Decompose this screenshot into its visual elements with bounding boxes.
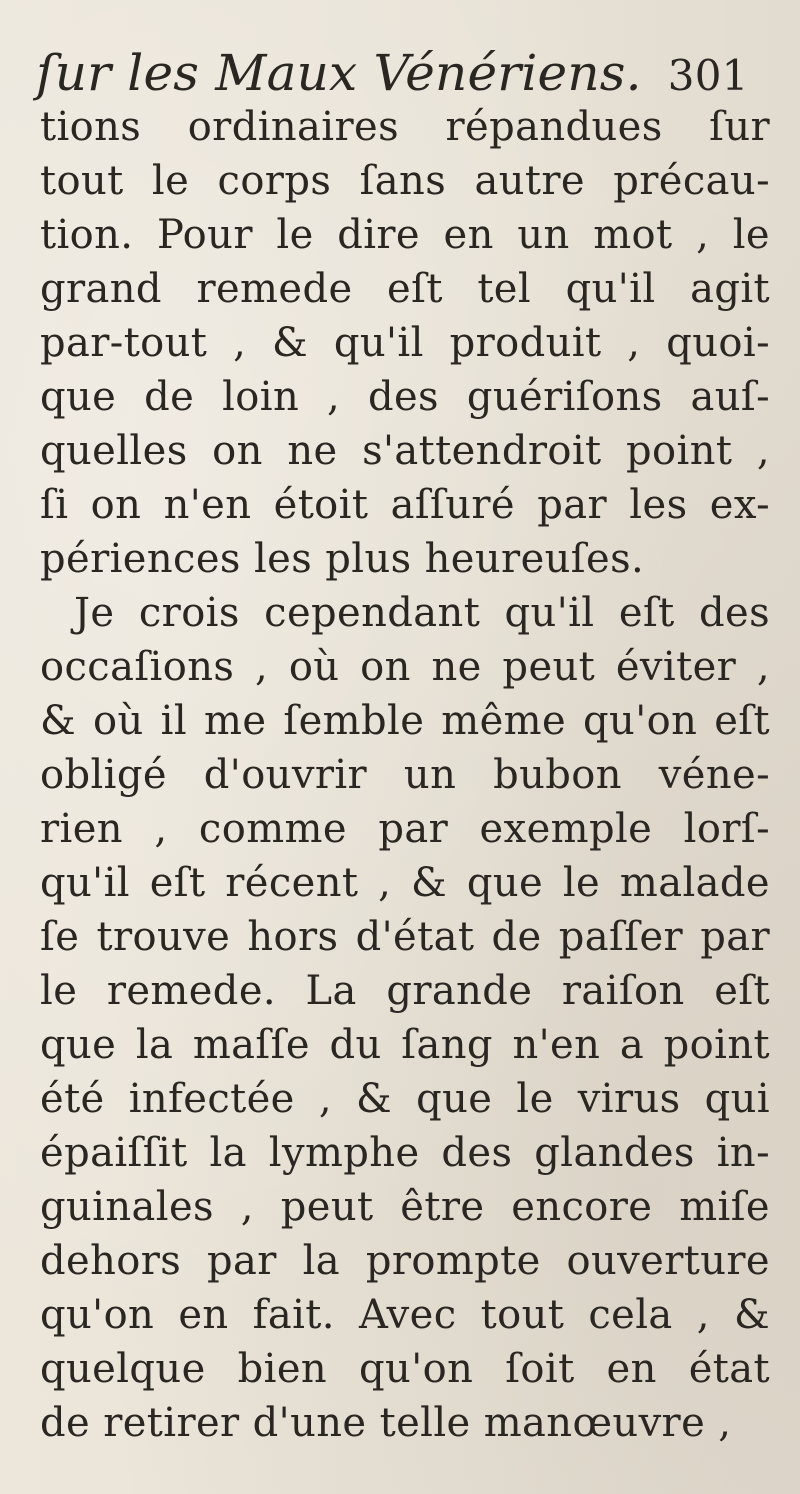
text-line: de retirer d'une telle manœuvre , [40, 1400, 732, 1446]
running-title: ſur les Maux Vénériens. [36, 44, 642, 102]
text-line: grand remede eſt tel qu'il agit [40, 266, 770, 312]
text-line: ſe trouve hors d'état de paſſer par [40, 914, 770, 960]
text-line: épaiſſit la lymphe des glandes in- [40, 1130, 770, 1176]
page-header [36, 38, 766, 108]
text-line: ſi on n'en étoit aſſuré par les ex- [40, 482, 770, 528]
text-line: guinales , peut être encore miſe [40, 1184, 770, 1230]
text-line: quelles on ne s'attendroit point , [40, 428, 770, 474]
text-line: que de loin , des guériſons auſ- [40, 374, 770, 420]
text-line: quelque bien qu'on ſoit en état [40, 1346, 770, 1392]
text-line: tout le corps ſans autre précau- [40, 158, 770, 204]
text-line: que la maſſe du ſang n'en a point [40, 1022, 770, 1068]
text-line: qu'on en fait. Avec tout cela , & [40, 1292, 770, 1338]
text-line: qu'il eſt récent , & que le malade [40, 860, 770, 906]
text-line: occaſions , où on ne peut éviter , [40, 644, 770, 690]
text-line: dehors par la prompte ouverture [40, 1238, 770, 1284]
text-line: par-tout , & qu'il produit , quoi- [40, 320, 770, 366]
text-line: le remede. La grande raiſon eſt [40, 968, 770, 1014]
text-line: tion. Pour le dire en un mot , le [40, 212, 770, 258]
text-line: & où il me ſemble même qu'on eſt [40, 698, 770, 744]
text-line: rien , comme par exemple lorſ- [40, 806, 770, 852]
text-line: périences les plus heureuſes. [40, 536, 645, 582]
text-line: Je crois cependant qu'il eſt des [74, 590, 770, 636]
text-line: été infectée , & que le virus qui [40, 1076, 770, 1122]
text-line: obligé d'ouvrir un bubon véne- [40, 752, 770, 798]
text-line: tions ordinaires répandues ſur [40, 104, 770, 150]
page-number: 301 [667, 51, 749, 100]
body-text [40, 100, 770, 1450]
